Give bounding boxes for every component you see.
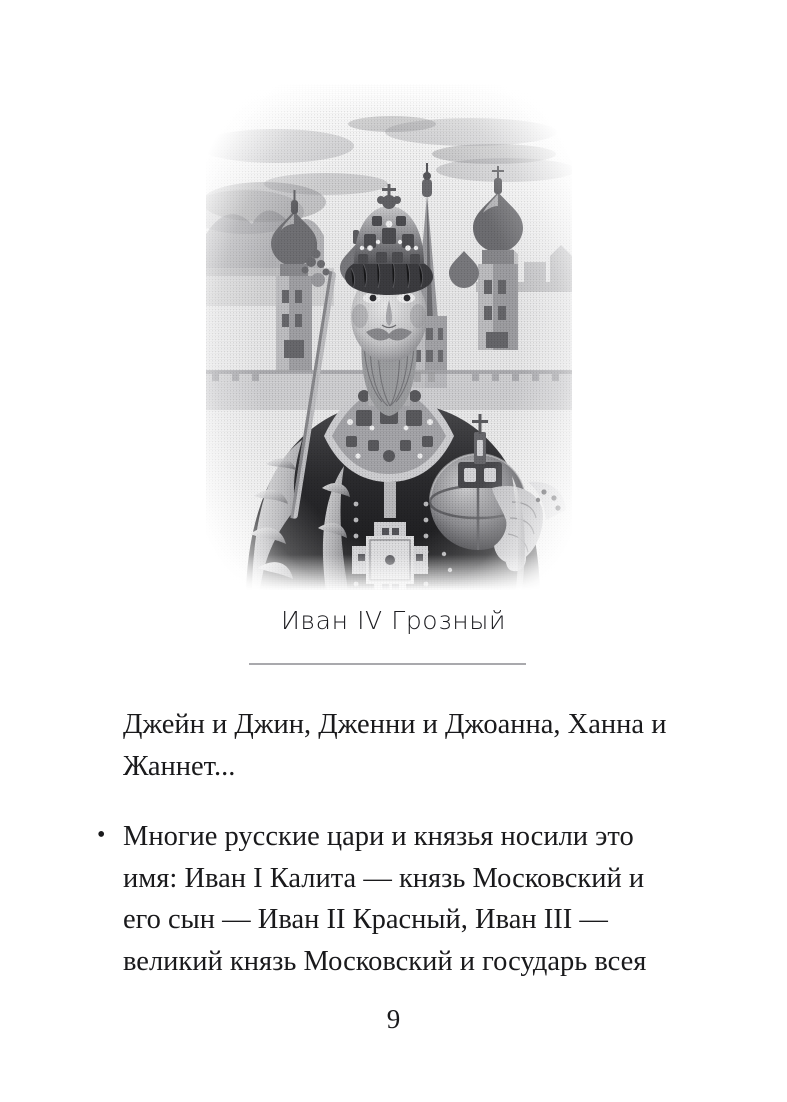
page-body [97,704,687,982]
illustration-caption: Иван IV Грозный [280,606,507,635]
tsar-portrait-icon [206,84,572,590]
bullet-marker-icon: • [97,822,106,848]
intro-paragraph: Джейн и Джин, Дженни и Джоанна, Ханна и Жаннет... [123,709,667,782]
bullet-list [97,816,687,982]
illustration-figure [206,84,572,590]
section-divider [249,663,526,665]
list-item [97,816,687,982]
list-item-text: Многие русские цари и князья носили это имя: Иван I Калита — князь Московский и его сын — Иван II Красный, Иван III — великий князь Московский и государь всея [123,821,647,977]
page-number: 9 [386,1004,401,1034]
tsar-portrait-image [206,84,572,590]
